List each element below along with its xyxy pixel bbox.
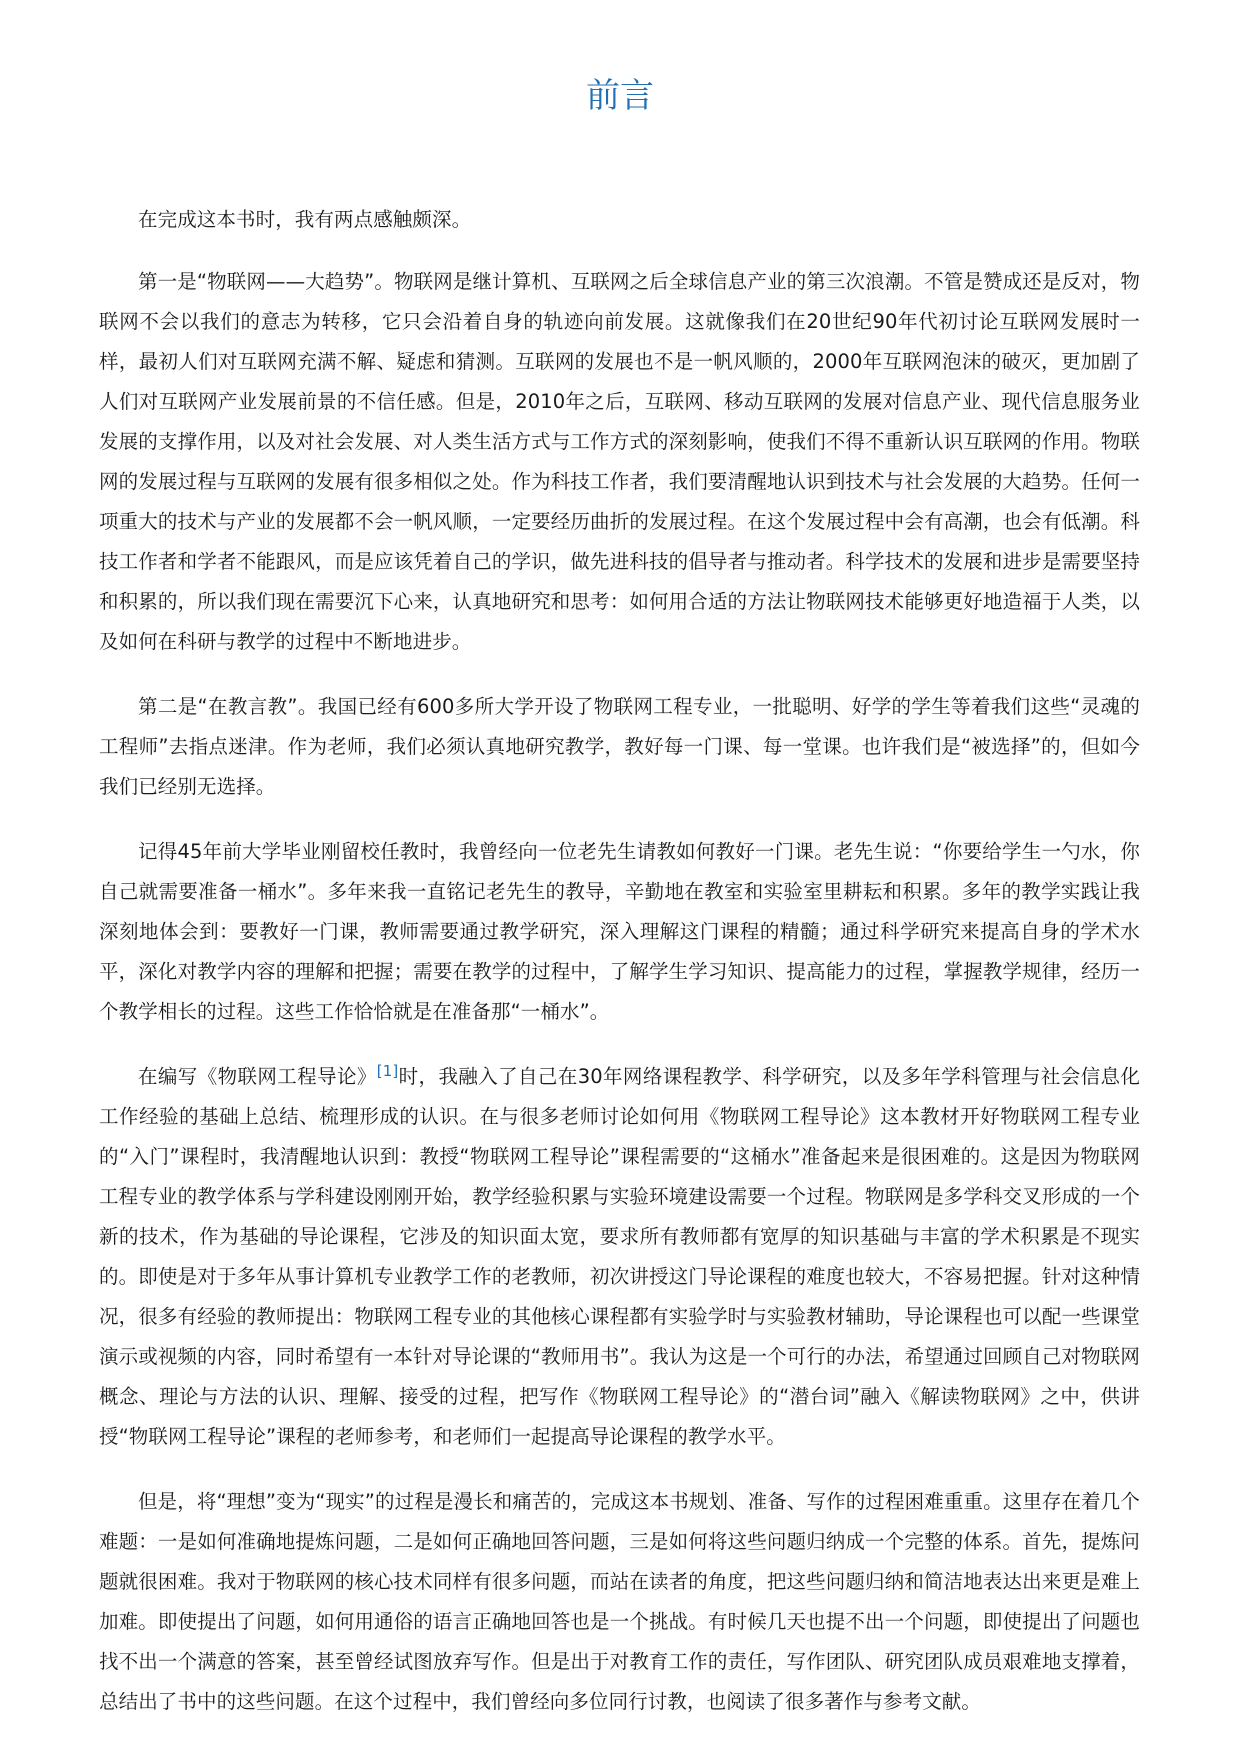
paragraph-with-footnote — [99, 1057, 1140, 1457]
paragraph-text-after: 时，我融入了自己在30年网络课程教学、科学研究，以及多年学科管理与社会信息化工作经验的基础上总结、梳理形成的认识。在与很多老师讨论如何用《物联网工程导论》这本教材开好物联网工程专业的“入门”课程时，我清醒地认识到：教授“物联网工程导论”课程需要的“这桶水”准备起来是很困难的。这是因为物联网工程专业的教学体系与学科建设刚刚开始，教学经验积累与实验环境建设需要一个过程。物联网是多学科交叉形成的一个新的技术，作为基础的导论课程，它涉及的知识面太宽，要求所有教师都有宽厚的知识基础与丰富的学术积累是不现实的。即使是对于多年从事计算机专业教学工作的老教师，初次讲授这门导论课程的难度也较大，不容易把握。针对这种情况，很多有经验的教师提出：物联网工程专业的其他核心课程都有实验学时与实验教材辅助，导论课程也可以配一些课堂演示或视频的内容，同时希望有一本针对导论课的“教师用书”。我认为这是一个可行的办法，希望通过回顾自己对物联网概念、理论与方法的认识、理解、接受的过程，把写作《物联网工程导论》的“潜台词”融入《解读物联网》之中，供讲授“物联网工程导论”课程的老师参考，和老师们一起提高导论课程的教学水平。 — [99, 1065, 1140, 1448]
footnote-reference-link[interactable]: [1] — [376, 1062, 399, 1080]
document-body — [99, 200, 1140, 1747]
paragraph: 但是，将“理想”变为“现实”的过程是漫长和痛苦的，完成这本书规划、准备、写作的过程困难重重。这里存在着几个难题：一是如何准确地提炼问题，二是如何正确地回答问题，三是如何将这些问题归纳成一个完整的体系。首先，提炼问题就很困难。我对于物联网的核心技术同样有很多问题，而站在读者的角度，把这些问题归纳和简洁地表达出来更是难上加难。即使提出了问题，如何用通俗的语言正确地回答也是一个挑战。有时候几天也提不出一个问题，即使提出了问题也找不出一个满意的答案，甚至曾经试图放弃写作。但是出于对教育工作的责任，写作团队、研究团队成员艰难地支撑着，总结出了书中的这些问题。在这个过程中，我们曾经向多位同行讨教，也阅读了很多著作与参考文献。 — [99, 1490, 1140, 1713]
paragraph: 记得45年前大学毕业刚留校任教时，我曾经向一位老先生请教如何教好一门课。老先生说：“你要给学生一勺水，你自己就需要准备一桶水”。多年来我一直铭记老先生的教导，辛勤地在教室和实验室里耕耘和积累。多年的教学实践让我深刻地体会到：要教好一门课，教师需要通过教学研究，深入理解这门课程的精髓；通过科学研究来提高自身的学术水平，深化对教学内容的理解和把握；需要在教学的过程中，了解学生学习知识、提高能力的过程，掌握教学规律，经历一个教学相长的过程。这些工作恰恰就是在准备那“一桶水”。 — [99, 840, 1140, 1023]
paragraph: 第一是“物联网——大趋势”。物联网是继计算机、互联网之后全球信息产业的第三次浪潮。不管是赞成还是反对，物联网不会以我们的意志为转移，它只会沿着自身的轨迹向前发展。这就像我们在20世纪90年代初讨论互联网发展时一样，最初人们对互联网充满不解、疑虑和猜测。互联网的发展也不是一帆风顺的，2000年互联网泡沫的破灭，更加剧了人们对互联网产业发展前景的不信任感。但是，2010年之后，互联网、移动互联网的发展对信息产业、现代信息服务业发展的支撑作用，以及对社会发展、对人类生活方式与工作方式的深刻影响，使我们不得不重新认识互联网的作用。物联网的发展过程与互联网的发展有很多相似之处。作为科技工作者，我们要清醒地认识到技术与社会发展的大趋势。任何一项重大的技术与产业的发展都不会一帆风顺，一定要经历曲折的发展过程。在这个发展过程中会有高潮，也会有低潮。科技工作者和学者不能跟风，而是应该凭着自己的学识，做先进科技的倡导者与推动者。科学技术的发展和进步是需要坚持和积累的，所以我们现在需要沉下心来，认真地研究和思考：如何用合适的方法让物联网技术能够更好地造福于人类，以及如何在科研与教学的过程中不断地进步。 — [99, 270, 1140, 653]
page-title: 前言 — [586, 76, 654, 116]
paragraph: 第二是“在教言教”。我国已经有600多所大学开设了物联网工程专业，一批聪明、好学的学生等着我们这些“灵魂的工程师”去指点迷津。作为老师，我们必须认真地研究教学，教好每一门课、每一堂课。也许我们是“被选择”的，但如今我们已经别无选择。 — [99, 695, 1140, 798]
paragraph: 在完成这本书时，我有两点感触颇深。 — [138, 208, 472, 231]
paragraph-text-before: 在编写《物联网工程导论》 — [138, 1065, 377, 1088]
